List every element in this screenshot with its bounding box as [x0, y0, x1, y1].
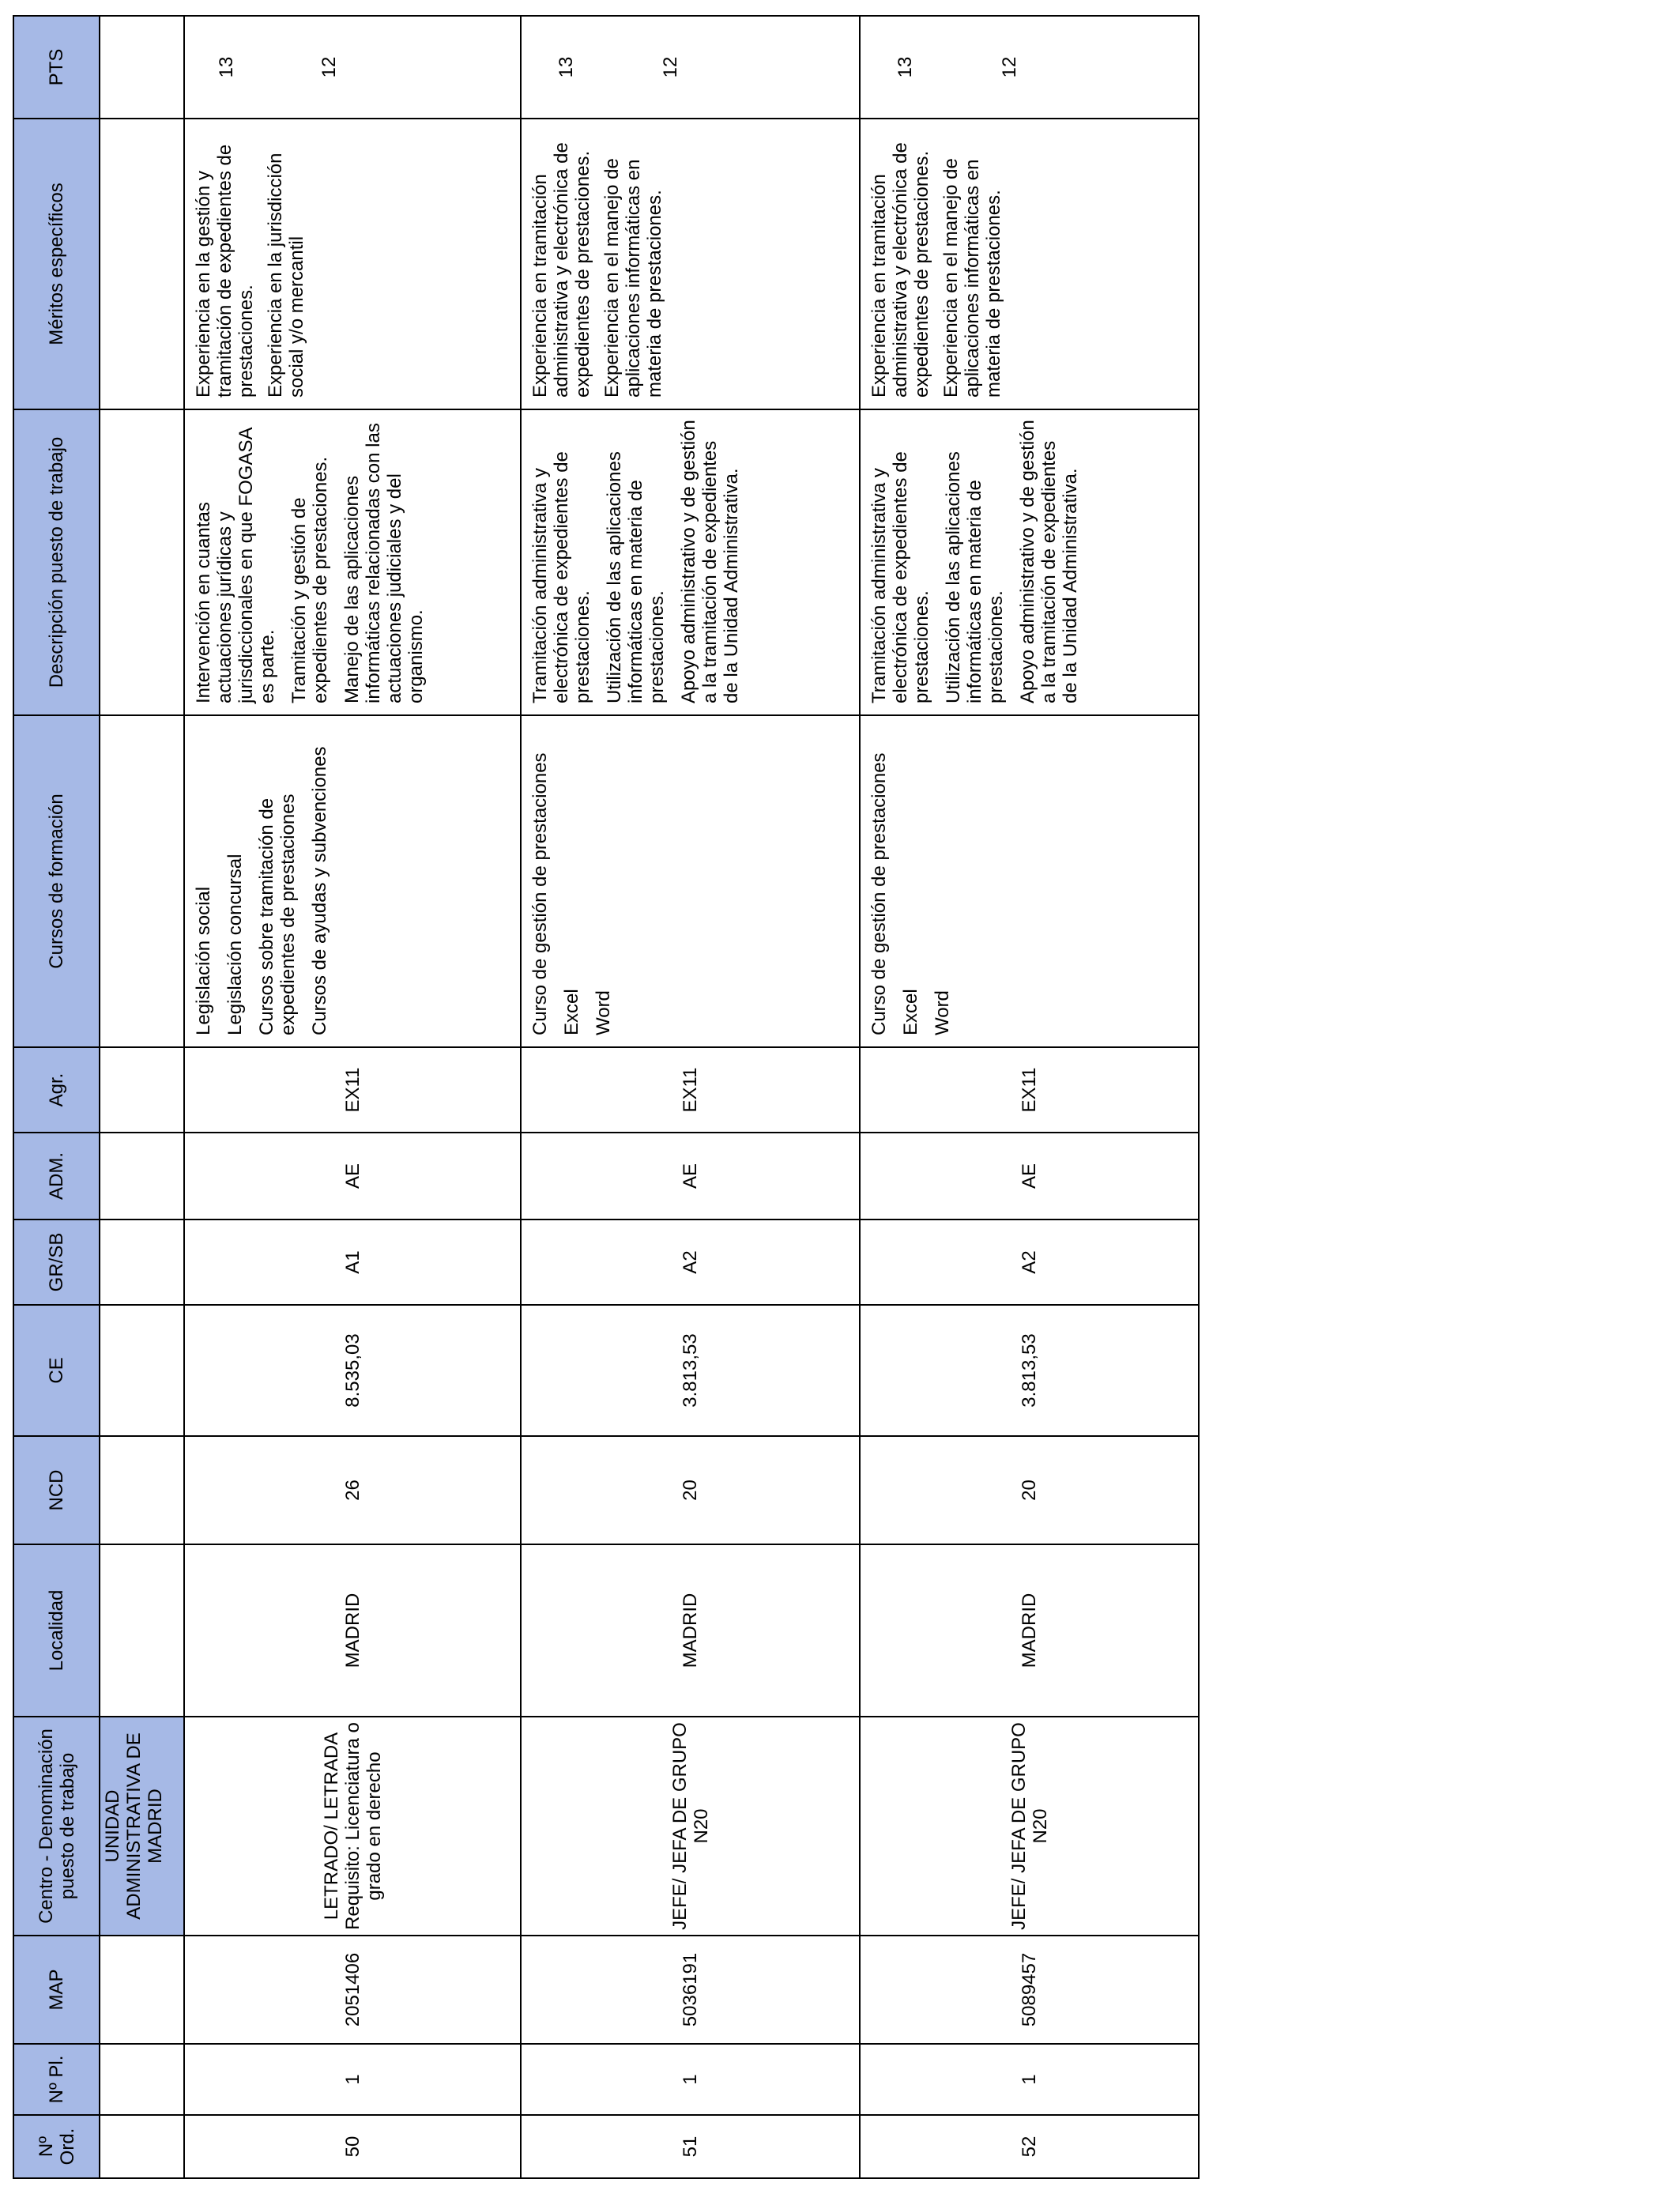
list-item: Experiencia en el manejo de aplicaciones informáticas en materia de prestaciones. — [601, 158, 665, 398]
list-item: Experiencia en la gestión y tramitación de expedientes de prestaciones. — [193, 144, 257, 398]
empty-cell — [100, 1544, 184, 1717]
header-meritos: Méritos específicos — [13, 119, 100, 409]
orden-cell: 50 — [184, 2115, 521, 2178]
empty-cell — [100, 1047, 184, 1133]
empty-cell — [100, 2115, 184, 2178]
header-pts: PTS — [13, 16, 100, 119]
meritos-cell — [860, 119, 1199, 409]
centro-row — [100, 16, 184, 2178]
puesto-cell: JEFE/ JEFA DE GRUPO N20 — [860, 1717, 1199, 1936]
empty-cell — [100, 2044, 184, 2115]
list-item: Word — [593, 990, 614, 1035]
empty-cell — [100, 1220, 184, 1305]
list-item: Intervención en cuantas actuaciones jurídicas y jurisdiccionales en que FOGASA es parte. — [193, 428, 278, 703]
ncd-cell: 20 — [860, 1436, 1199, 1544]
pts-value: 13 — [216, 56, 237, 78]
descripcion-cell — [860, 409, 1199, 715]
map-cell: 2051406 — [184, 1936, 521, 2044]
list-item: Apoyo administrativo y de gestión a la tramitación de expedientes de la Unidad Administrativa. — [678, 420, 742, 703]
cursos-cell — [860, 715, 1199, 1047]
puesto-cell: JEFE/ JEFA DE GRUPO N20 — [521, 1717, 860, 1936]
table-row — [184, 16, 521, 2178]
table-row — [521, 16, 860, 2178]
cursos-cell — [184, 715, 521, 1047]
descripcion-cell — [521, 409, 860, 715]
header-row — [13, 16, 100, 2178]
empty-cell — [100, 1305, 184, 1436]
pts-value: 13 — [895, 56, 916, 78]
plazas-cell: 1 — [521, 2044, 860, 2115]
descripcion-cell — [184, 409, 521, 715]
table-row — [860, 16, 1199, 2178]
list-item: Curso de gestión de prestaciones — [868, 752, 890, 1035]
list-item: Apoyo administrativo y de gestión a la tramitación de expedientes de la Unidad Administrativa. — [1017, 420, 1081, 703]
list-item: Word — [932, 990, 953, 1035]
list-item: Curso de gestión de prestaciones — [529, 752, 551, 1035]
orden-cell: 51 — [521, 2115, 860, 2178]
list-item: Experiencia en tramitación administrativa y electrónica de expedientes de prestaciones. — [868, 142, 932, 398]
empty-cell — [100, 1936, 184, 2044]
map-cell: 5036191 — [521, 1936, 860, 2044]
empty-cell — [100, 409, 184, 715]
pts-value: 12 — [660, 56, 681, 78]
list-item: Tramitación y gestión de expedientes de prestaciones. — [288, 456, 331, 703]
meritos-cell — [184, 119, 521, 409]
grsb-cell: A1 — [184, 1220, 521, 1305]
list-item: Legislación social — [193, 886, 214, 1035]
list-item: Experiencia en tramitación administrativa y electrónica de expedientes de prestaciones. — [529, 142, 593, 398]
list-item: Cursos sobre tramitación de expedientes de prestaciones — [256, 794, 299, 1035]
centro-name: UNIDAD ADMINISTRATIVA DE MADRID — [100, 1717, 184, 1936]
puesto-cell: LETRADO/ LETRADA Requisito: Licenciatura o grado en derecho — [184, 1717, 521, 1936]
list-item: Utilización de las aplicaciones informáticas en materia de prestaciones. — [943, 451, 1007, 703]
grsb-cell: A2 — [521, 1220, 860, 1305]
agr-cell: EX11 — [184, 1047, 521, 1133]
empty-cell — [100, 715, 184, 1047]
meritos-cell — [521, 119, 860, 409]
header-ncd: NCD — [13, 1436, 100, 1544]
adm-cell: AE — [521, 1133, 860, 1220]
plazas-cell: 1 — [860, 2044, 1199, 2115]
empty-cell — [100, 119, 184, 409]
positions-table — [13, 15, 1200, 2179]
empty-cell — [100, 16, 184, 119]
ce-cell: 8.535,03 — [184, 1305, 521, 1436]
localidad-cell: MADRID — [521, 1544, 860, 1717]
header-centro: Centro - Denominación puesto de trabajo — [13, 1717, 100, 1936]
empty-cell — [100, 1436, 184, 1544]
pts-cell — [860, 16, 1199, 119]
list-item: Excel — [900, 989, 921, 1035]
header-agr: Agr. — [13, 1047, 100, 1133]
empty-cell — [100, 1133, 184, 1220]
list-item: Cursos de ayudas y subvenciones — [309, 746, 330, 1035]
list-item: Tramitación administrativa y electrónica de expedientes de prestaciones. — [529, 451, 593, 703]
adm-cell: AE — [184, 1133, 521, 1220]
list-item: Manejo de las aplicaciones informáticas relacionadas con las actuaciones judiciales y del organismo. — [341, 423, 427, 703]
ncd-cell: 26 — [184, 1436, 521, 1544]
agr-cell: EX11 — [860, 1047, 1199, 1133]
pts-value: 13 — [556, 56, 577, 78]
pts-value: 12 — [318, 56, 340, 78]
pts-value: 12 — [999, 56, 1020, 78]
adm-cell: AE — [860, 1133, 1199, 1220]
header-orden: Nº Ord. — [13, 2115, 100, 2178]
list-item: Excel — [561, 989, 582, 1035]
list-item: Experiencia en la jurisdicción social y/o mercantil — [265, 153, 307, 398]
list-item: Experiencia en el manejo de aplicaciones informáticas en materia de prestaciones. — [940, 158, 1004, 398]
ncd-cell: 20 — [521, 1436, 860, 1544]
header-map: MAP — [13, 1936, 100, 2044]
list-item: Legislación concursal — [224, 854, 246, 1035]
cursos-cell — [521, 715, 860, 1047]
ce-cell: 3.813,53 — [521, 1305, 860, 1436]
rotated-table-container — [13, 17, 1193, 2179]
header-localidad: Localidad — [13, 1544, 100, 1717]
orden-cell: 52 — [860, 2115, 1199, 2178]
header-cursos: Cursos de formación — [13, 715, 100, 1047]
pts-cell — [184, 16, 521, 119]
map-cell: 5089457 — [860, 1936, 1199, 2044]
header-plazas: Nº Pl. — [13, 2044, 100, 2115]
grsb-cell: A2 — [860, 1220, 1199, 1305]
list-item: Tramitación administrativa y electrónica de expedientes de prestaciones. — [868, 451, 932, 703]
agr-cell: EX11 — [521, 1047, 860, 1133]
header-adm: ADM. — [13, 1133, 100, 1220]
localidad-cell: MADRID — [184, 1544, 521, 1717]
header-descripcion: Descripción puesto de trabajo — [13, 409, 100, 715]
list-item: Utilización de las aplicaciones informáticas en materia de prestaciones. — [604, 451, 668, 703]
ce-cell: 3.813,53 — [860, 1305, 1199, 1436]
pts-cell — [521, 16, 860, 119]
plazas-cell: 1 — [184, 2044, 521, 2115]
header-ce: CE — [13, 1305, 100, 1436]
localidad-cell: MADRID — [860, 1544, 1199, 1717]
header-grsb: GR/SB — [13, 1220, 100, 1305]
